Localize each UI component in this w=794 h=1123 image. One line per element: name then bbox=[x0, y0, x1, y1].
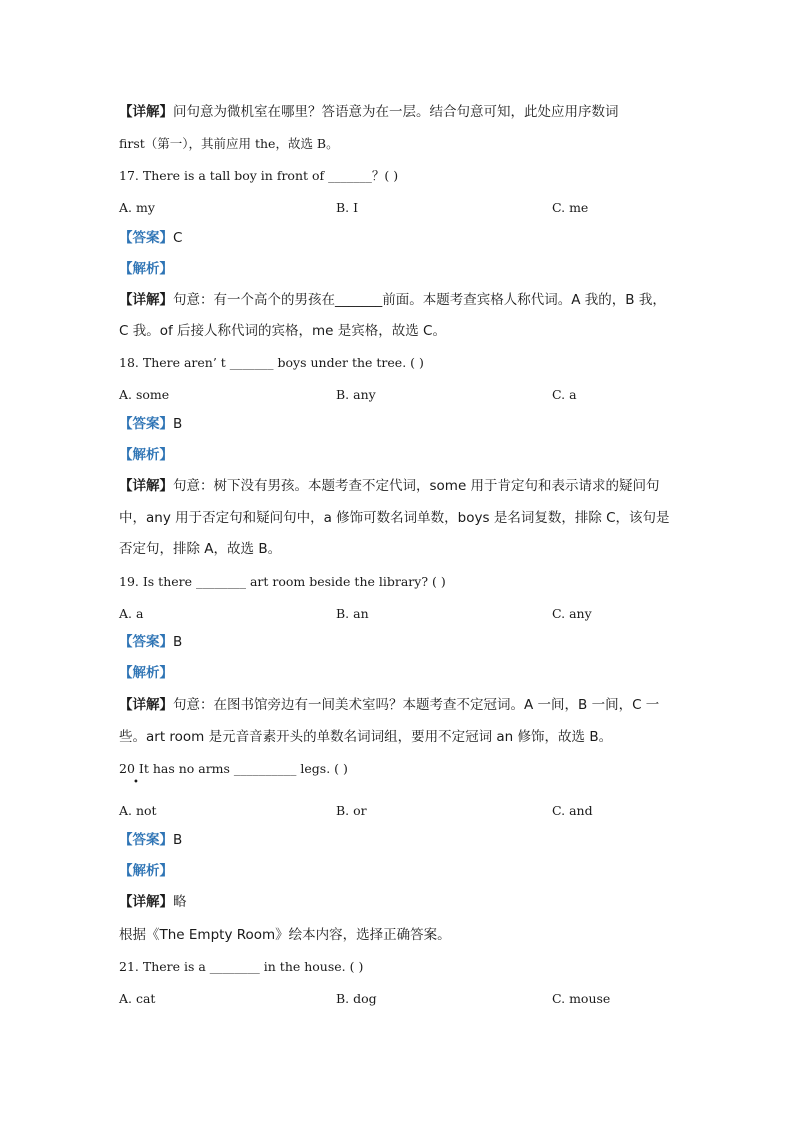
q18-analysis-label: 【解析】 bbox=[119, 447, 173, 463]
question-21-stem: 21. There is a ________ in the house. ( ) bbox=[119, 959, 364, 974]
q18-option-c: C. a bbox=[552, 387, 577, 402]
q20-analysis-label: 【解析】 bbox=[119, 863, 173, 879]
q18-option-b: B. any bbox=[336, 387, 376, 402]
q19-option-a: A. a bbox=[119, 606, 144, 621]
q21-option-a: A. cat bbox=[119, 991, 156, 1006]
dot-mark: • bbox=[133, 777, 139, 788]
q19-analysis-label: 【解析】 bbox=[119, 665, 173, 681]
q17-option-b: B. I bbox=[336, 200, 359, 215]
q17-option-a: A. my bbox=[119, 200, 155, 215]
q20-detail-line1: 【详解】略 bbox=[119, 894, 187, 910]
q19-answer: 【答案】B bbox=[119, 634, 183, 650]
q17-answer: 【答案】C bbox=[119, 230, 183, 246]
q18-option-a: A. some bbox=[119, 387, 170, 402]
question-17-stem: 17. There is a tall boy in front of _______？( ) bbox=[119, 168, 399, 183]
question-20-stem: 20 It has no arms __________ legs. ( ) bbox=[119, 761, 348, 776]
q18-detail-line1: 【详解】句意：树下没有男孩。本题考查不定代词，some 用于肯定句和表示请求的疑问句 bbox=[119, 478, 660, 494]
q19-option-c: C. any bbox=[552, 606, 592, 621]
q17-option-c: C. me bbox=[552, 200, 589, 215]
q20-answer: 【答案】B bbox=[119, 832, 183, 848]
q21-option-b: B. dog bbox=[336, 991, 377, 1006]
prev-detail-line2: first（第一），其前应用 the，故选 B。 bbox=[119, 136, 339, 151]
q20-option-a: A. not bbox=[119, 803, 157, 818]
q17-analysis-label: 【解析】 bbox=[119, 261, 173, 277]
q20-option-c: C. and bbox=[552, 803, 593, 818]
q20-option-b: B. or bbox=[336, 803, 367, 818]
q19-detail-line1: 【详解】句意：在图书馆旁边有一间美术室吗？本题考查不定冠词。A 一间，B 一间，C 一 bbox=[119, 697, 660, 713]
q17-detail-line2: C 我。of 后接人称代词的宾格，me 是宾格，故选 C。 bbox=[119, 323, 446, 339]
detail-label: 【详解】 bbox=[119, 104, 173, 120]
q19-detail-line2: 些。art room 是元音音素开头的单数名词词组，要用不定冠词 an 修饰，故选 B。 bbox=[119, 729, 613, 745]
question-19-stem: 19. Is there ________ art room beside the library? ( ) bbox=[119, 574, 446, 589]
q19-option-b: B. an bbox=[336, 606, 369, 621]
q18-detail-line2: 中，any 用于否定句和疑问句中，a 修饰可数名词单数，boys 是名词复数，排除 C，该句是 bbox=[119, 510, 670, 526]
q21-option-c: C. mouse bbox=[552, 991, 611, 1006]
q18-detail-line3: 否定句，排除 A，故选 B。 bbox=[119, 541, 282, 557]
question-18-stem: 18. There aren’ t _______ boys under the tree. ( ) bbox=[119, 355, 424, 370]
section-instruction: 根据《The Empty Room》绘本内容，选择正确答案。 bbox=[119, 927, 451, 943]
prev-detail-line1: 【详解】问句意为微机室在哪里？答语意为在一层。结合句意可知，此处应用序数词 bbox=[119, 104, 619, 120]
q18-answer: 【答案】B bbox=[119, 416, 183, 432]
q17-detail-line1: 【详解】句意：有一个高个的男孩在_______前面。本题考查宾格人称代词。A 我的，B 我， bbox=[119, 292, 666, 308]
